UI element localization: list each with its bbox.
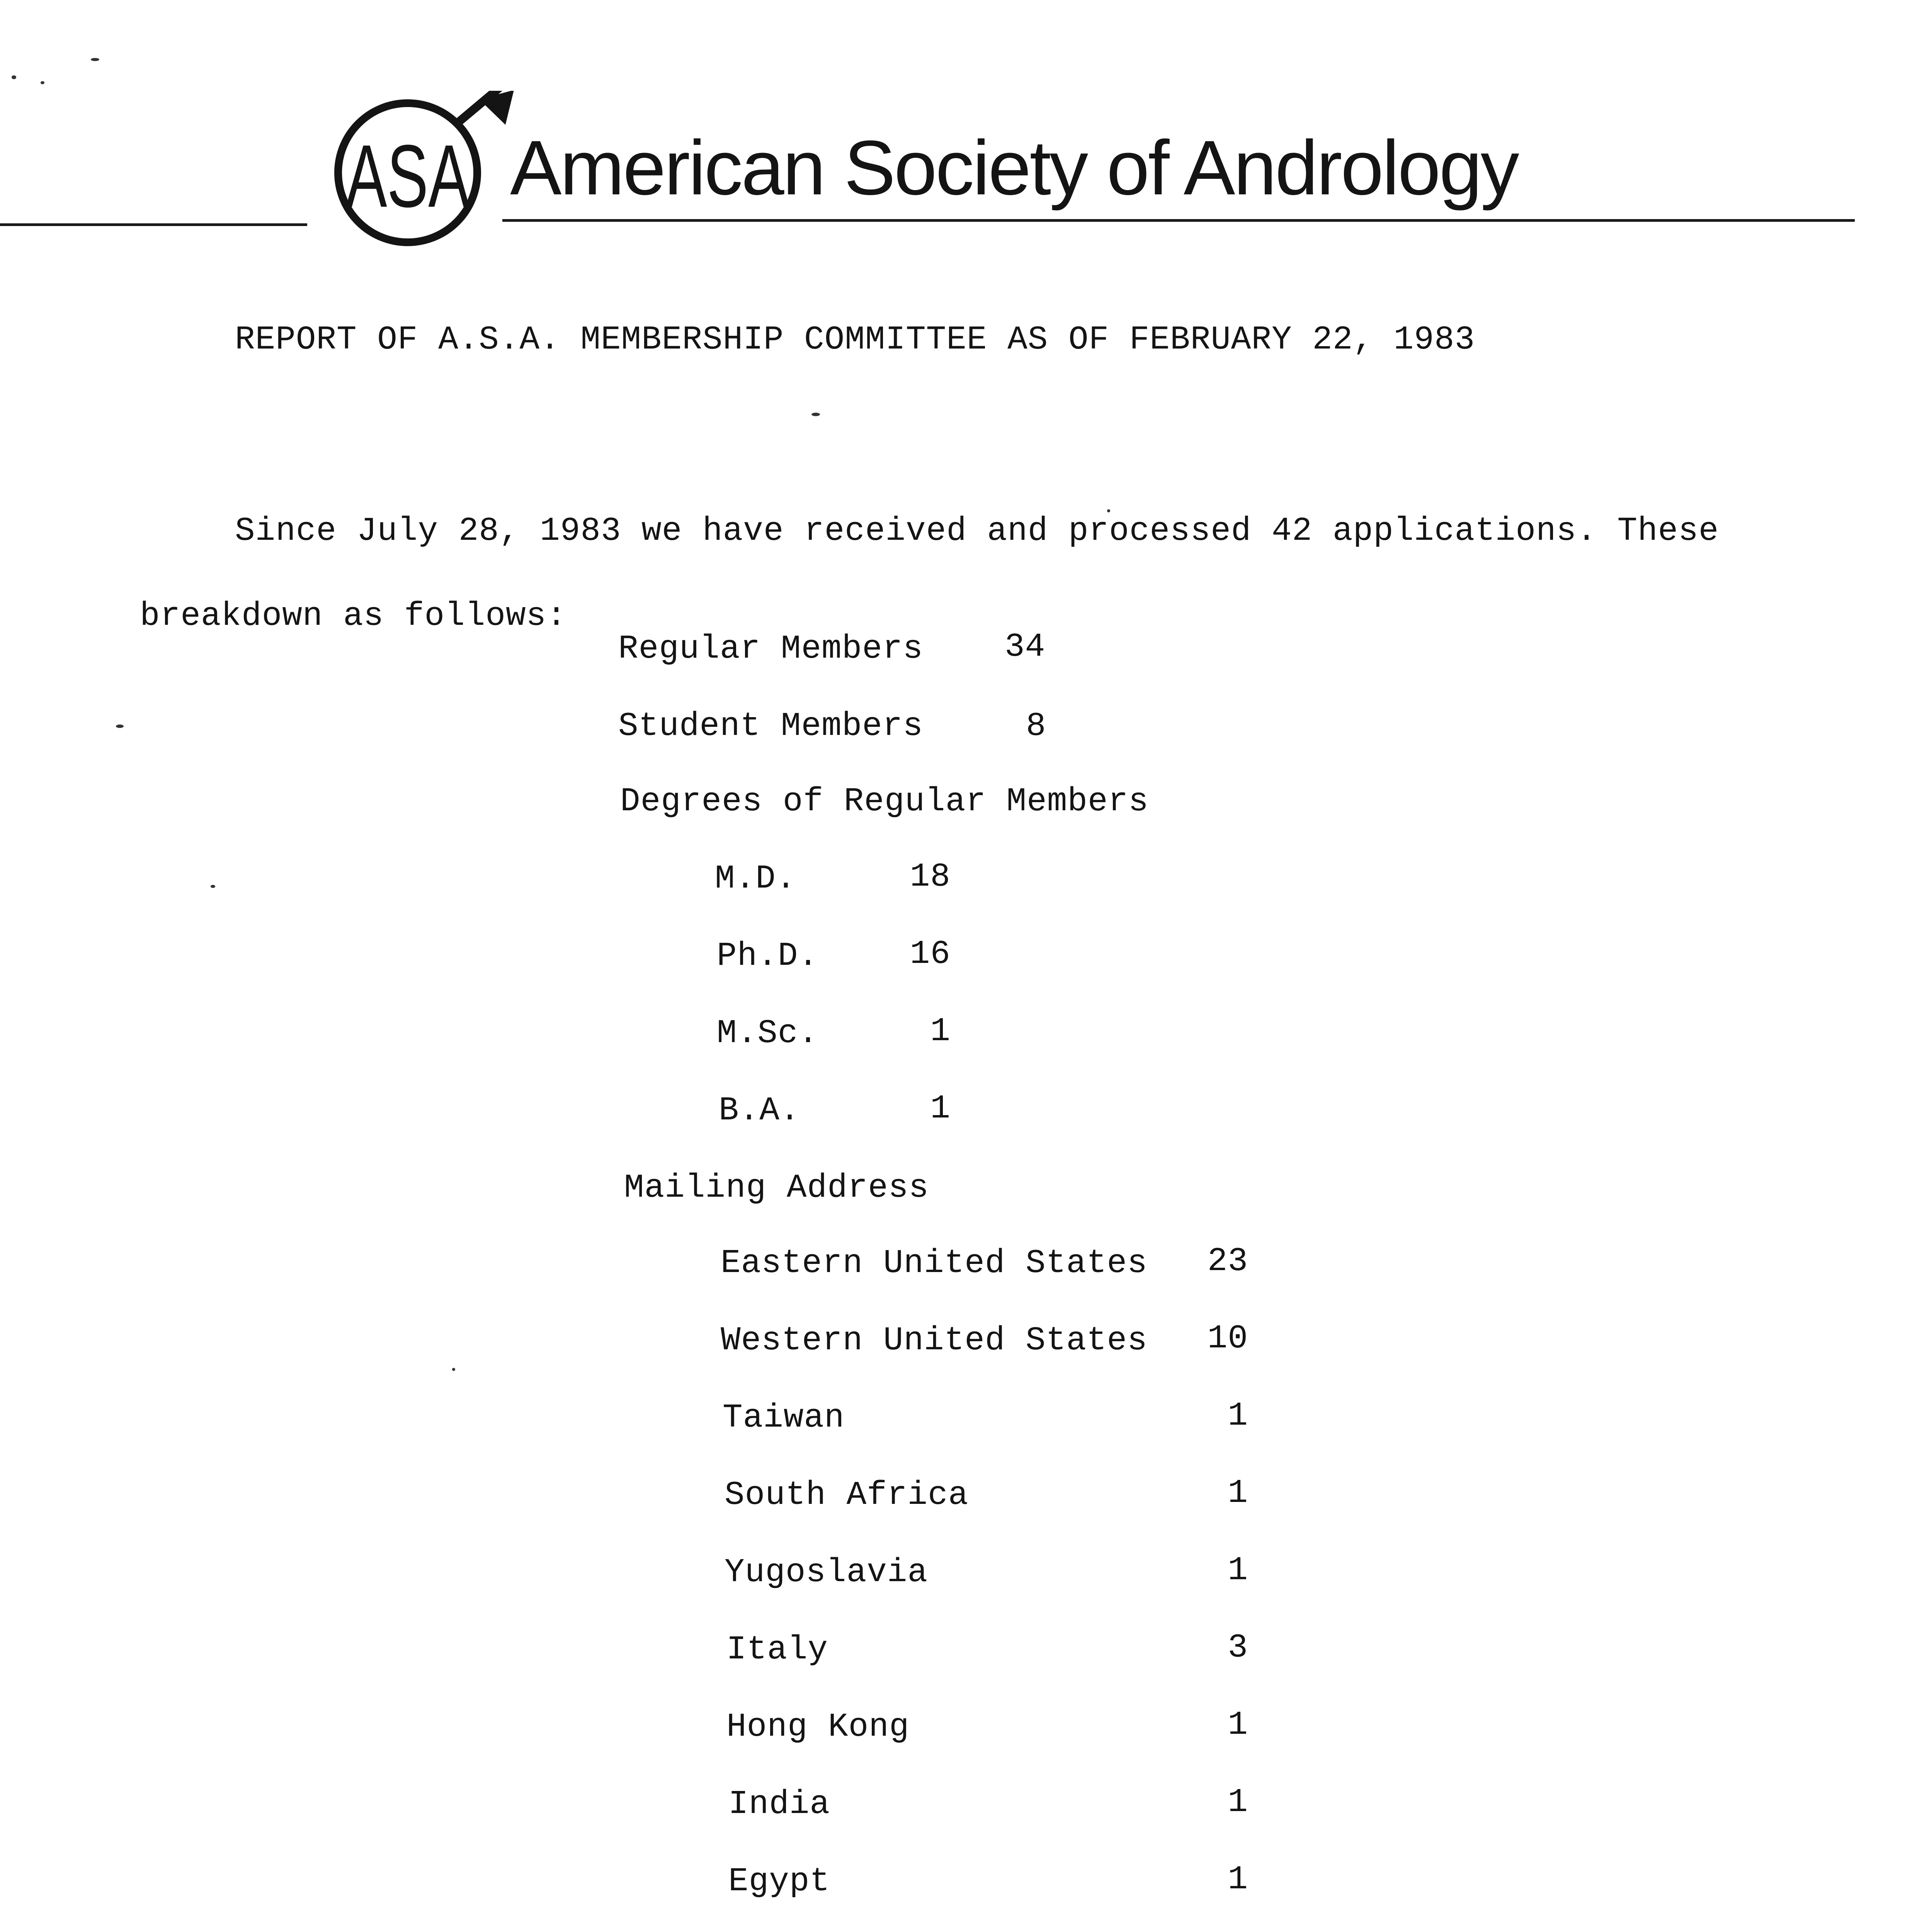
mailing-count: 10 [1207,1320,1248,1357]
mailing-country: Italy [726,1631,828,1668]
asa-logo-icon [332,91,518,253]
letterhead-rule-right [502,219,1855,222]
degree-value: 1 [930,1090,951,1128]
mailing-count: 1 [1228,1551,1248,1589]
mailing-count: 1 [1228,1706,1248,1744]
letterhead-rule-left [0,223,307,226]
degree-label: M.Sc. [717,1014,819,1052]
degree-value: 1 [930,1012,951,1050]
mailing-count: 1 [1228,1474,1248,1512]
mailing-count: 1 [1228,1783,1248,1821]
mailing-heading: Mailing Address [624,1169,929,1207]
student-members-value: 8 [1026,707,1046,745]
mailing-country: India [728,1785,830,1823]
student-members-label: Student Members [618,707,924,745]
mailing-country: Western United States [721,1321,1148,1359]
mailing-count: 1 [1228,1397,1248,1435]
degree-label: Ph.D. [717,937,819,975]
mailing-count: 3 [1228,1629,1248,1667]
degree-value: 16 [910,935,951,973]
organization-name: American Society of Andrology [510,125,1518,211]
intro-line-1: Since July 28, 1983 we have received and processed 42 applications. These [235,512,1719,550]
asa-logo-letters: ASA [346,126,469,226]
mailing-count: 23 [1207,1242,1248,1280]
degree-label: M.D. [715,860,796,898]
mailing-count: 1 [1228,1861,1248,1898]
mailing-country: Egypt [728,1862,830,1900]
mailing-country: South Africa [725,1476,969,1514]
degree-value: 18 [910,858,951,896]
intro-line-2: breakdown as follows: [140,597,567,635]
report-title: REPORT OF A.S.A. MEMBERSHIP COMMITTEE AS OF FEBRUARY 22, 1983 [235,321,1475,359]
degree-label: B.A. [719,1092,800,1129]
regular-members-label: Regular Members [618,630,924,668]
mailing-country: Hong Kong [726,1708,910,1746]
degrees-heading: Degrees of Regular Members [620,782,1149,820]
mailing-country: Taiwan [723,1399,845,1437]
mailing-country: Eastern United States [721,1244,1148,1282]
mailing-country: Yugoslavia [725,1553,928,1591]
regular-members-value: 34 [1005,628,1046,666]
